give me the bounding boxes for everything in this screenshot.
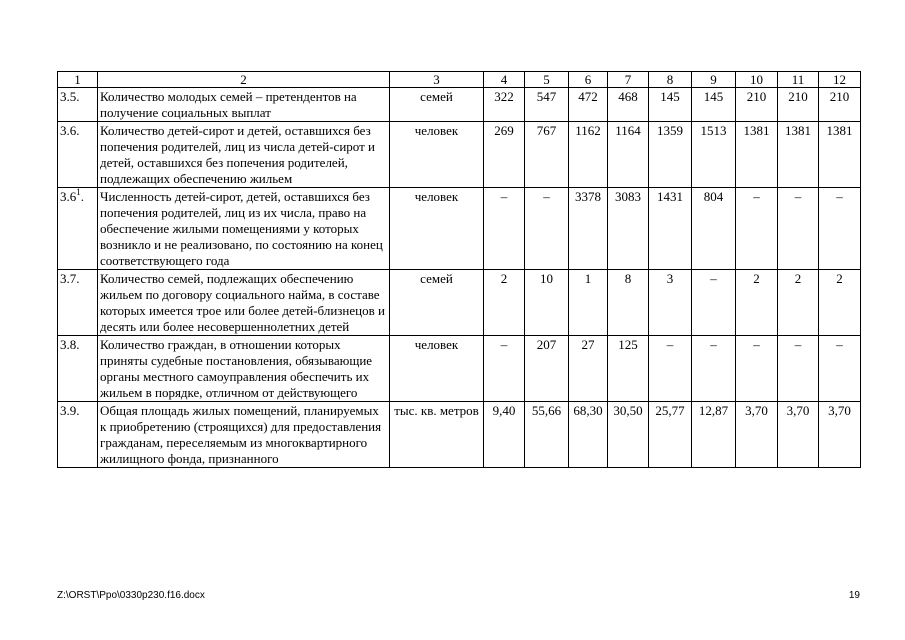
value-cell: 145 [649, 88, 692, 122]
page-number: 19 [848, 590, 860, 601]
value-cell: – [736, 188, 778, 270]
value-cell: – [692, 336, 736, 402]
value-cell: 1 [569, 270, 608, 336]
table-body [58, 72, 861, 468]
header-cell: 5 [525, 72, 569, 88]
indicator-description: Общая площадь жилых помещений, планируемых к приобретению (строящихся) для предоставления гражданам, переселяемым из многоквартирного жилищного фонда, признанного [98, 402, 390, 468]
row-number [58, 402, 98, 468]
value-cell: 1381 [819, 122, 861, 188]
header-cell: 7 [608, 72, 649, 88]
value-cell: 27 [569, 336, 608, 402]
value-cell: 468 [608, 88, 649, 122]
header-cell: 4 [484, 72, 525, 88]
value-cell: 55,66 [525, 402, 569, 468]
row-number [58, 336, 98, 402]
table-row [58, 336, 861, 402]
value-cell: 1513 [692, 122, 736, 188]
value-cell: 804 [692, 188, 736, 270]
value-cell: 269 [484, 122, 525, 188]
value-cell: 3,70 [736, 402, 778, 468]
header-cell: 11 [778, 72, 819, 88]
value-cell: – [778, 188, 819, 270]
value-cell: – [819, 188, 861, 270]
value-cell: 12,87 [692, 402, 736, 468]
row-number-suffix: . [80, 189, 84, 204]
row-number-text: 3.5. [60, 89, 80, 104]
indicator-description: Количество семей, подлежащих обеспечению жильем по договору социального найма, в составе которых имеется трое или более детей-близнецов и десять или более несовершеннолетних детей [98, 270, 390, 336]
value-cell: 3 [649, 270, 692, 336]
row-number-text: 3.6. [60, 123, 80, 138]
header-cell: 1 [58, 72, 98, 88]
value-cell: 210 [819, 88, 861, 122]
header-cell: 9 [692, 72, 736, 88]
value-cell: 2 [484, 270, 525, 336]
indicator-description: Количество молодых семей – претендентов на получение социальных выплат [98, 88, 390, 122]
value-cell: – [819, 336, 861, 402]
unit-of-measure: тыс. кв. метров [390, 402, 484, 468]
value-cell: – [484, 188, 525, 270]
header-cell: 10 [736, 72, 778, 88]
value-cell: 547 [525, 88, 569, 122]
table-row [58, 402, 861, 468]
value-cell: 210 [736, 88, 778, 122]
unit-of-measure: человек [390, 336, 484, 402]
unit-of-measure: человек [390, 122, 484, 188]
table-row [58, 188, 861, 270]
value-cell: 3378 [569, 188, 608, 270]
row-number-text: 3.6 [60, 189, 77, 204]
value-cell: 68,30 [569, 402, 608, 468]
value-cell: – [778, 336, 819, 402]
table-row [58, 270, 861, 336]
value-cell: – [484, 336, 525, 402]
table-row [58, 122, 861, 188]
value-cell: 10 [525, 270, 569, 336]
value-cell: 472 [569, 88, 608, 122]
footer-file-path: Z:\ORST\Ppo\0330p230.f16.docx [57, 590, 205, 601]
unit-of-measure: семей [390, 88, 484, 122]
value-cell: 3,70 [819, 402, 861, 468]
value-cell: 1431 [649, 188, 692, 270]
value-cell: – [692, 270, 736, 336]
header-cell: 12 [819, 72, 861, 88]
unit-of-measure: человек [390, 188, 484, 270]
unit-of-measure: семей [390, 270, 484, 336]
value-cell: 125 [608, 336, 649, 402]
header-cell: 6 [569, 72, 608, 88]
row-number [58, 270, 98, 336]
value-cell: 8 [608, 270, 649, 336]
header-cell: 3 [390, 72, 484, 88]
value-cell: 25,77 [649, 402, 692, 468]
value-cell: – [649, 336, 692, 402]
row-number-superscript: 1 [76, 187, 81, 197]
row-number [58, 188, 98, 270]
value-cell: 1359 [649, 122, 692, 188]
value-cell: 1162 [569, 122, 608, 188]
value-cell: 207 [525, 336, 569, 402]
row-number-text: 3.9. [60, 403, 80, 418]
row-number-text: 3.7. [60, 271, 80, 286]
value-cell: 210 [778, 88, 819, 122]
indicator-description: Количество граждан, в отношении которых приняты судебные постановления, обязывающие органы местного самоуправления обеспечить их жильем в порядке, отличном от действующего [98, 336, 390, 402]
value-cell: 322 [484, 88, 525, 122]
row-number [58, 88, 98, 122]
value-cell: 145 [692, 88, 736, 122]
value-cell: – [736, 336, 778, 402]
value-cell: 30,50 [608, 402, 649, 468]
header-cell: 2 [98, 72, 390, 88]
value-cell: 3,70 [778, 402, 819, 468]
value-cell: 1381 [736, 122, 778, 188]
value-cell: 767 [525, 122, 569, 188]
value-cell: 3083 [608, 188, 649, 270]
value-cell: 2 [819, 270, 861, 336]
data-table [57, 71, 861, 468]
row-number [58, 122, 98, 188]
header-cell: 8 [649, 72, 692, 88]
value-cell: 2 [736, 270, 778, 336]
indicator-description: Численность детей-сирот, детей, оставшихся без попечения родителей, лиц из их числа, право на обеспечение жилыми помещениями у которых возникло и не реализовано, по состоянию на конец соответствующего года [98, 188, 390, 270]
table-row [58, 88, 861, 122]
value-cell: 1381 [778, 122, 819, 188]
value-cell: 1164 [608, 122, 649, 188]
value-cell: 2 [778, 270, 819, 336]
value-cell: – [525, 188, 569, 270]
header-row [58, 72, 861, 88]
value-cell: 9,40 [484, 402, 525, 468]
row-number-text: 3.8. [60, 337, 80, 352]
indicator-description: Количество детей-сирот и детей, оставшихся без попечения родителей, лиц из числа детей-сирот и детей, оставшихся без попечения родителей, подлежащих обеспечению жильем [98, 122, 390, 188]
